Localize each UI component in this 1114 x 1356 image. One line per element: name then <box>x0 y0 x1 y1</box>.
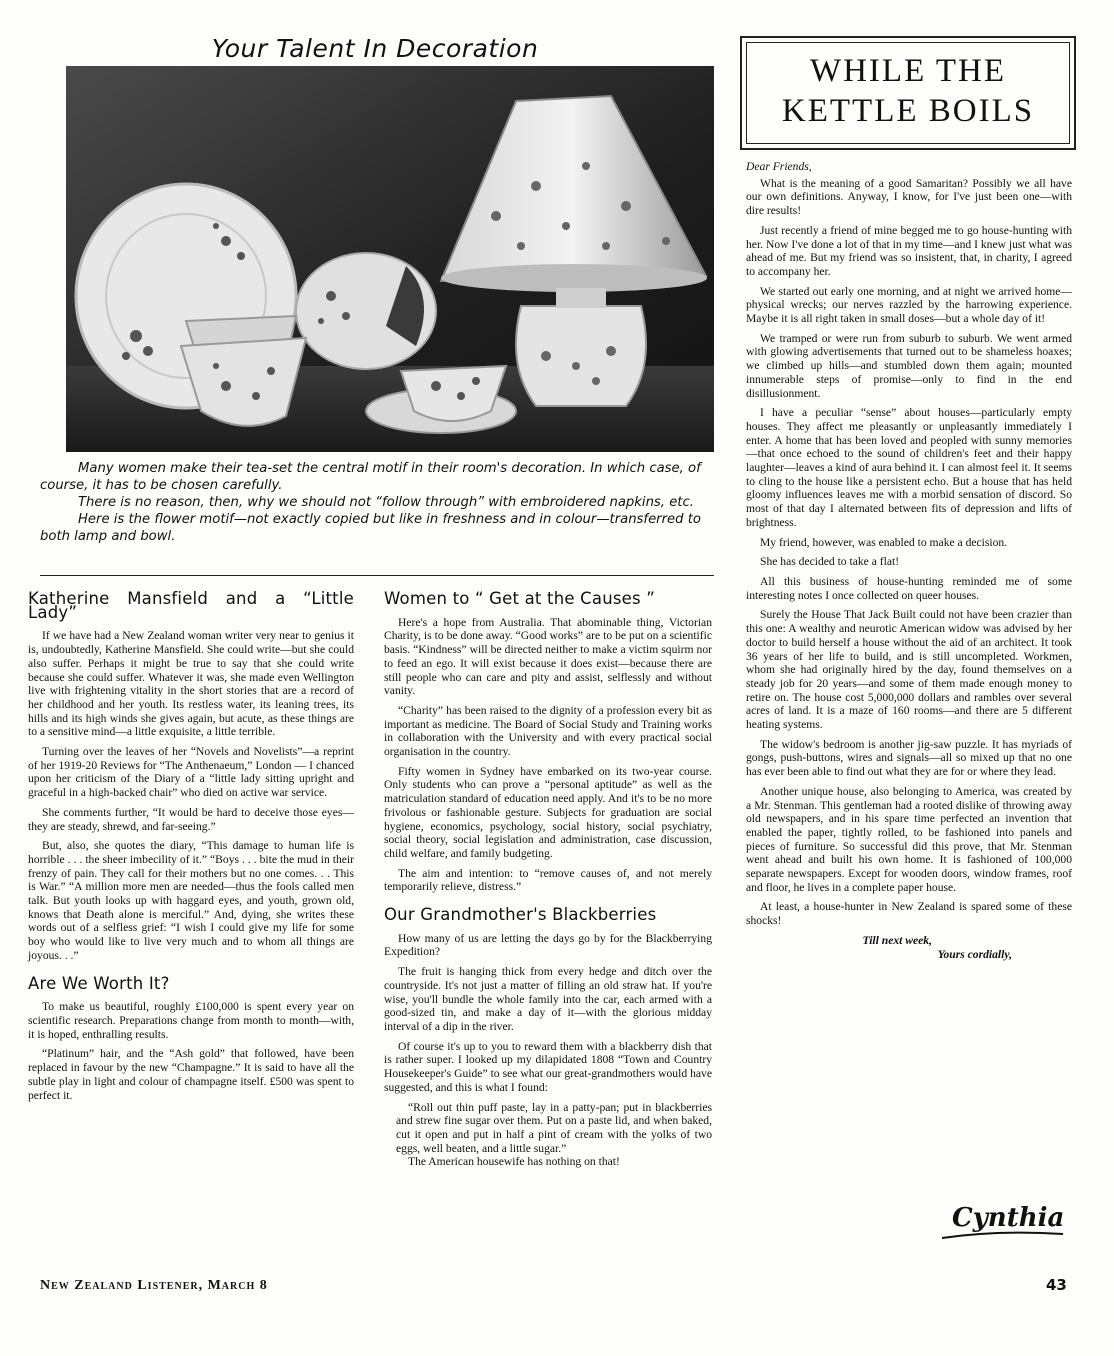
caption-line: There is no reason, then, why we should not “follow through” with embroidered napkins, etc. <box>78 495 694 510</box>
causes-paragraph: The aim and intention: to “remove causes of, and not merely temporarily relieve, distress.” <box>384 866 712 894</box>
letter-paragraph: We tramped or were run from suburb to suburb. We went armed with glowing advertisements that turned out to be shameless hoaxes; we climbed up hills—and stumbled down them again; mounted innumerable steps of promise—only to find in the end disillusionment. <box>746 331 1072 400</box>
photo-caption <box>40 460 720 545</box>
worth-paragraph: To make us beautiful, roughly £100,000 is spent every year on scientific research. Preparations change from month to month—with, it is hoped, enthralling results. <box>28 1000 354 1041</box>
section-divider <box>40 575 714 576</box>
mansfield-paragraph: She comments further, “It would be hard to deceive those eyes—they are steady, shrewd, and far-seeing.” <box>28 805 354 833</box>
worth-paragraph: “Platinum” hair, and the “Ash gold” that followed, have been replaced in favour by the new “Champagne.” It is said to have all the subtle play in light and colour of champagne itself. £500 was spent to perfect it. <box>28 1047 354 1102</box>
column-middle <box>384 589 712 1175</box>
kettle-title-frame <box>746 42 1070 144</box>
letter-paragraph: We started out early one morning, and at night we arrived home—physical wrecks; our nerves razzled by the harrowing experience. Maybe it is all right taken in small doses—but a whole day of it! <box>746 284 1072 326</box>
causes-paragraph: Fifty women in Sydney have embarked on its two-year course. Only students who can prove a “personal aptitude” as well as the matriculation standard of education need apply. And it's to be no more frivolous or fashionable gesture. Subjects for graduation are social hygiene, economics, psychology, social history, social psychiatry, social theory, social legislation and administration, case discussion, child welfare, and family budgeting. <box>384 764 712 860</box>
column-left <box>28 589 354 1108</box>
letter-paragraph: Surely the House That Jack Built could not have been crazier than this one: A wealthy and neurotic American widow was advised by her doctor to build herself a house without the aid of an architect. It took 36 years of her life to build, and is still uncompleted. Workmen, whom she had originally hired by the day, found themselves on a steady job for 20 years—and some of them made enough money to retire on. The house cost 5,000,000 dollars and rambles over several acres of land. It is a maze of 160 rooms—and there are 5 different heating systems. <box>746 608 1072 732</box>
caption-line: Here is the flower motif—not exactly copied but like in freshness and in colour—transferred to both lamp and bowl. <box>40 512 701 544</box>
worth-heading: Are We Worth It? <box>28 973 170 993</box>
kettle-title-line2: KETTLE BOILS <box>781 93 1035 129</box>
recipe-quote <box>396 1101 712 1170</box>
caption-line: Many women make their tea-set the central motif in their room's decoration. In which case, of course, it has to be chosen carefully. <box>40 461 701 493</box>
page-title: Your Talent In Decoration <box>211 34 539 63</box>
letter-paragraph: At least, a house-hunter in New Zealand is spared some of these shocks! <box>746 900 1072 928</box>
signature <box>938 1190 1068 1250</box>
recipe-text: “Roll out thin puff paste, lay in a patty-pan; put in blackberries and strew fine sugar over them. Put on a paste lid, and when baked, cut it open and put in half a pint of cream with the yolks of two eggs, well beaten, and a little sugar.” <box>396 1100 712 1155</box>
letter-salutation: Dear Friends, <box>746 160 812 173</box>
letter-paragraph: The widow's bedroom is another jig-saw puzzle. It has myriads of gongs, push-buttons, wires and signals—all so mixed up that no one has ever been able to find out what they are for or where they lead. <box>746 737 1072 779</box>
photo-illustration <box>66 66 714 452</box>
mansfield-paragraph: Turning over the leaves of her “Novels and Novelists”—a reprint of her 1919-20 Reviews for “The Anthenaeum,” London — I chanced upon her criticism of the Diary of a “little lady sitting upright and graceful in a high-backed chair” who died on active war service. <box>28 745 354 800</box>
letter-paragraph: She has decided to take a flat! <box>760 555 900 569</box>
letter-closing-1: Till next week, <box>862 933 932 947</box>
letter-paragraph: Another unique house, also belonging to America, was created by a Mr. Stenman. This gentleman had a rooted dislike of throwing away old newspapers, and in his spare time perfected an invention that enabled the paper, tightly rolled, to be fashioned into panels and pieces of furniture. So successful did this prove, that Mr. Stenman went ahead and built his own home. It is fashioned of 100,000 separate newspapers. Except for wooden doors, window frames, roof and floor, he lives in a complete paper house. <box>746 784 1072 894</box>
kettle-title-box <box>740 36 1076 150</box>
decoration-photo <box>66 66 714 452</box>
kettle-letter <box>746 160 1072 961</box>
mansfield-heading: Katherine Mansfield and a “Little Lady” <box>28 589 354 622</box>
footer-publication: New Zealand Listener, March 8 <box>40 1278 268 1293</box>
recipe-text: The American housewife has nothing on that! <box>408 1155 620 1169</box>
kettle-title-line1: WHILE THE <box>809 53 1007 89</box>
blackberries-heading: Our Grandmother's Blackberries <box>384 905 657 925</box>
letter-paragraph: My friend, however, was enabled to make a decision. <box>760 535 1008 549</box>
letter-closing-2: Yours cordially, <box>937 947 1012 961</box>
blackberries-paragraph: The fruit is hanging thick from every hedge and ditch over the countryside. It's not just a matter of filling an old straw hat. If you're wise, you'll bundle the whole family into the car, each armed with a good-sized tin, and make a day of it—with the glorious midday interval of a dip in the river. <box>384 965 712 1033</box>
signature-text: Cynthia <box>952 1203 1065 1233</box>
letter-paragraph: All this business of house-hunting reminded me of some interesting notes I once collected on queer houses. <box>746 574 1072 602</box>
mansfield-paragraph: If we have had a New Zealand woman writer very near to genius it is, undoubtedly, Katherine Mansfield. She could write—but she could also suffer. Perhaps it might be true to say that she could write because she could suffer. Whatever it was, she made even Wellington live with frightening vitality in the short stories that are a record of her childhood and her youth. Its restless water, its leaning trees, its hills and its high winds she gives again, but acute, as these things are to a sensitive mind—a little exquisite, a little terrible. <box>28 629 354 739</box>
causes-paragraph: Here's a hope from Australia. That abominable thing, Victorian Charity, is to be done away. “Good works” are to be put on a scientific basis. “Kindness” will be directed neither to make a victim squirm nor to feed an ego. It will exist because it does exist—because there are still people who can care and pity and assist, selflessly and without vanity. <box>384 615 712 698</box>
blackberries-paragraph: How many of us are letting the days go by for the Blackberrying Expedition? <box>384 931 712 959</box>
causes-paragraph: “Charity” has been raised to the dignity of a profession every bit as important as medicine. The Board of Social Study and Training works in collaboration with the University and with every practical social organisation in the country. <box>384 703 712 759</box>
letter-paragraph: I have a peculiar “sense” about houses—particularly empty houses. They affect me pleasantly or unpleasantly immediately I enter. A home that has been loved and peopled with sunny memories—that once echoed to the sound of children's feet and their happy laughter—leaves a kind of aura behind it. I can almost feel it. It seems to cling to the house like a persistent echo. But a house that has held gloomy influences leaves me with a morbid sensation of discord. So most of that day I alternated between fits of depression and lifts of brightness. <box>746 406 1072 529</box>
letter-paragraph: Just recently a friend of mine begged me to go house-hunting with her. Now I've done a lot of that in my time—and I knew just what was ahead of me. But my friend was so insistent, that, in charity, I agreed to accompany her. <box>746 223 1073 278</box>
causes-heading: Women to “ Get at the Causes ” <box>384 589 655 608</box>
page-number: 43 <box>1046 1276 1067 1294</box>
mansfield-paragraph: But, also, she quotes the diary, “This damage to human life is horrible . . . the sheer imbecility of it.” “Boys . . . bite the mud in their frenzy of pain. They call for their mothers but no one comes. . . This is War.” “A million more men are needed—thus the fools called men talk. But youth looks up with haggard eyes, and youth, grown old, knows that Death alone is merciful.” And, dying, she writes these words out of a selfless grief: “I wish I could give my life for some boy who would like to live very much and to whom all things are joyous. . .” <box>28 839 354 962</box>
blackberries-paragraph: Of course it's up to you to reward them with a blackberry dish that is rather super. I looked up my dilapidated 1808 “Town and Country Housekeeper's Guide” to see what our great-grandmothers would have suggested, and this is what I found: <box>384 1039 712 1094</box>
letter-paragraph: What is the meaning of a good Samaritan? Possibly we all have our own definitions. Anyway, I know, for I've just been one—with dire results! <box>746 176 1072 218</box>
signature-flourish <box>938 1190 1068 1250</box>
